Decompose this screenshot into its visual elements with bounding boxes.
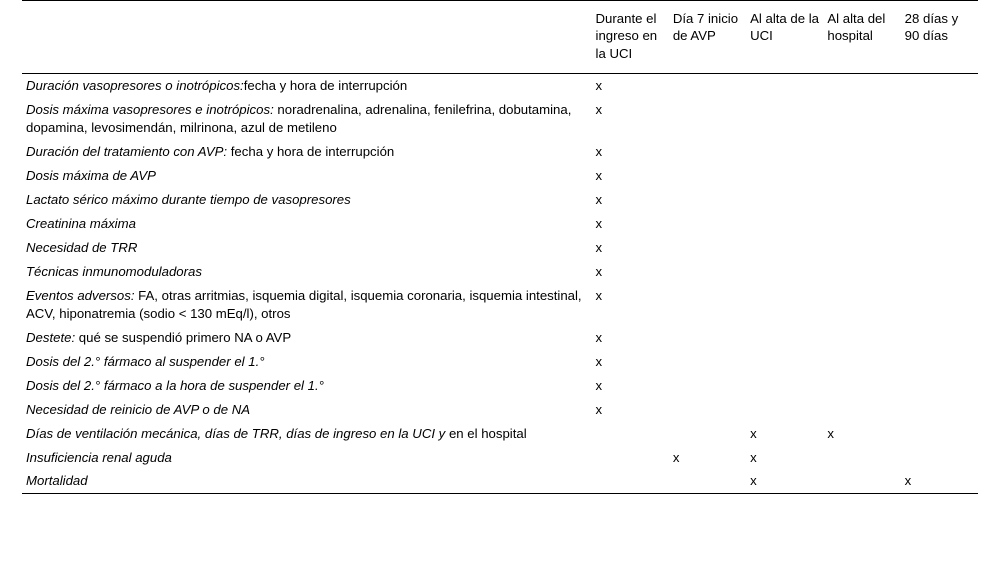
- cell-mark-dias_28_90: [901, 236, 978, 260]
- cell-mark-alta_hospital: [823, 260, 900, 284]
- row-label: [22, 422, 592, 446]
- row-label-emphasis: Técnicas inmunomoduladoras: [26, 263, 202, 279]
- cell-mark-dia7: [669, 260, 746, 284]
- cell-mark-alta_hospital: [823, 140, 900, 164]
- column-header-label: [22, 1, 592, 74]
- cell-mark-uci_ingreso: x: [595, 401, 603, 417]
- row-label-emphasis: Necesidad de TRR: [26, 239, 138, 255]
- table-row: [22, 260, 978, 284]
- cell-mark-dias_28_90: [901, 260, 978, 284]
- cell-mark-uci_ingreso: x: [595, 329, 603, 345]
- cell-mark-dia7: [669, 74, 746, 98]
- table-row: [22, 374, 978, 398]
- cell-mark-alta_uci: [746, 350, 823, 374]
- cell-mark-uci_ingreso: x: [595, 263, 603, 279]
- cell-mark-uci_ingreso: x: [595, 377, 603, 393]
- cell-mark-dia7: [669, 398, 746, 422]
- cell-mark-dias_28_90: [901, 350, 978, 374]
- cell-mark-dias_28_90: [901, 326, 978, 350]
- cell-mark-uci_ingreso: x: [595, 144, 603, 160]
- cell-mark-uci_ingreso: x: [595, 353, 603, 369]
- row-label: [22, 350, 592, 374]
- table-header-row: [22, 1, 978, 74]
- cell-mark-dias_28_90: [901, 212, 978, 236]
- cell-mark-alta_hospital: [823, 284, 900, 326]
- cell-mark-dia7: [669, 140, 746, 164]
- cell-mark-dias_28_90: [901, 140, 978, 164]
- cell-mark-alta_uci: [746, 374, 823, 398]
- table-row: [22, 326, 978, 350]
- row-label: [22, 446, 592, 470]
- cell-mark-alta_uci: [746, 188, 823, 212]
- table-row: [22, 98, 978, 140]
- cell-mark-dia7: [669, 98, 746, 140]
- cell-mark-dias_28_90: [901, 422, 978, 446]
- table-row: [22, 446, 978, 470]
- cell-mark-dia7: [669, 350, 746, 374]
- cell-mark-dia7: [669, 188, 746, 212]
- cell-mark-alta_hospital: [823, 326, 900, 350]
- cell-mark-dias_28_90: [901, 98, 978, 140]
- cell-mark-alta_uci: x: [750, 425, 757, 441]
- cell-mark-alta_hospital: [823, 374, 900, 398]
- table-row: [22, 350, 978, 374]
- cell-mark-alta_hospital: [823, 350, 900, 374]
- cell-mark-dias_28_90: [901, 374, 978, 398]
- table-row: [22, 74, 978, 98]
- row-label-emphasis: Eventos adversos:: [26, 287, 135, 303]
- cell-mark-uci_ingreso: x: [595, 215, 603, 231]
- row-label-emphasis: Mortalidad: [26, 473, 88, 489]
- row-label: [22, 398, 592, 422]
- row-label-detail: FA, otras arritmias, isquemia digital, isquemia coronaria, isquemia intestinal, ACV, hiponatremia (sodio < 130 mEq/l), otros: [26, 287, 582, 321]
- table-row: [22, 164, 978, 188]
- table-row: [22, 284, 978, 326]
- cell-mark-dia7: [669, 236, 746, 260]
- cell-mark-dias_28_90: [901, 446, 978, 470]
- cell-mark-dia7: [669, 326, 746, 350]
- cell-mark-alta_uci: [746, 326, 823, 350]
- cell-mark-dias_28_90: [901, 398, 978, 422]
- row-label-emphasis: Dosis máxima vasopresores e inotrópicos:: [26, 102, 274, 118]
- table-row: [22, 469, 978, 493]
- cell-mark-alta_uci: [746, 260, 823, 284]
- column-header-alta-uci: Al alta de la UCI: [750, 11, 820, 44]
- table-row: [22, 236, 978, 260]
- cell-mark-dia7: [669, 284, 746, 326]
- cell-mark-alta_hospital: [823, 236, 900, 260]
- row-label-detail: fecha y hora de interrupción: [227, 144, 395, 160]
- cell-mark-alta_hospital: [823, 188, 900, 212]
- cell-mark-alta_uci: x: [750, 449, 757, 465]
- cell-mark-uci_ingreso: [592, 446, 669, 470]
- column-header-uci-ingreso: Durante el ingreso en la UCI: [595, 11, 658, 61]
- cell-mark-uci_ingreso: x: [595, 78, 603, 94]
- cell-mark-alta_hospital: [823, 164, 900, 188]
- cell-mark-uci_ingreso: [592, 422, 669, 446]
- cell-mark-uci_ingreso: [592, 469, 669, 493]
- row-label-emphasis: Creatinina máxima: [26, 215, 136, 231]
- cell-mark-dias_28_90: x: [904, 473, 912, 489]
- row-label-emphasis: Insuficiencia renal aguda: [26, 449, 172, 465]
- cell-mark-alta_uci: x: [750, 473, 757, 489]
- column-header-alta-hospital: Al alta del hospital: [827, 11, 886, 44]
- cell-mark-uci_ingreso: x: [595, 168, 603, 184]
- cell-mark-alta_uci: [746, 398, 823, 422]
- row-label: [22, 140, 592, 164]
- table-row: [22, 422, 978, 446]
- cell-mark-dia7: [669, 212, 746, 236]
- row-label-emphasis: Dosis máxima de AVP: [26, 168, 156, 184]
- row-label-detail: fecha y hora de interrupción: [243, 78, 408, 94]
- cell-mark-alta_uci: [746, 284, 823, 326]
- cell-mark-alta_uci: [746, 74, 823, 98]
- column-header-dia7: Día 7 inicio de AVP: [672, 11, 739, 44]
- row-label: [22, 164, 592, 188]
- cell-mark-alta_uci: [746, 164, 823, 188]
- row-label: [22, 374, 592, 398]
- table-row: [22, 212, 978, 236]
- cell-mark-dia7: [669, 164, 746, 188]
- cell-mark-dias_28_90: [901, 164, 978, 188]
- cell-mark-dia7: [669, 422, 746, 446]
- cell-mark-uci_ingreso: x: [595, 287, 603, 303]
- row-label-emphasis: Dosis del 2.° fármaco al suspender el 1.°: [26, 353, 265, 369]
- row-label-emphasis: Destete:: [26, 329, 76, 345]
- cell-mark-dia7: x: [672, 449, 680, 465]
- row-label-emphasis: Lactato sérico máximo durante tiempo de vasopresores: [26, 192, 351, 208]
- row-label-detail: en el hospital: [445, 425, 527, 441]
- table-row: [22, 140, 978, 164]
- row-label-emphasis: Duración del tratamiento con AVP:: [26, 144, 228, 160]
- cell-mark-alta_hospital: [823, 446, 900, 470]
- row-label: [22, 212, 592, 236]
- cell-mark-dias_28_90: [901, 74, 978, 98]
- cell-mark-alta_uci: [746, 140, 823, 164]
- row-label: [22, 236, 592, 260]
- cell-mark-alta_hospital: [823, 74, 900, 98]
- cell-mark-alta_hospital: x: [827, 425, 834, 441]
- cell-mark-uci_ingreso: x: [595, 192, 603, 208]
- row-label: [22, 326, 592, 350]
- cell-mark-uci_ingreso: x: [595, 239, 603, 255]
- cell-mark-uci_ingreso: x: [595, 102, 603, 118]
- row-label: [22, 260, 592, 284]
- cell-mark-dias_28_90: [901, 284, 978, 326]
- table-body: [22, 74, 978, 494]
- row-label: [22, 98, 592, 140]
- row-label-detail: qué se suspendió primero NA o AVP: [75, 329, 292, 345]
- table-header: [22, 1, 978, 74]
- table-row: [22, 398, 978, 422]
- row-label-emphasis: Dosis del 2.° fármaco a la hora de suspender el 1.°: [26, 377, 324, 393]
- cell-mark-alta_hospital: [823, 398, 900, 422]
- cell-mark-dia7: [669, 374, 746, 398]
- variables-collection-table: [22, 0, 978, 494]
- table-row: [22, 188, 978, 212]
- row-label-emphasis: Necesidad de reinicio de AVP o de NA: [26, 401, 251, 417]
- row-label-detail: noradrenalina, adrenalina, fenilefrina, dobutamina, dopamina, levosimendán, milrinona, azul de metileno: [26, 102, 572, 136]
- cell-mark-alta_uci: [746, 212, 823, 236]
- row-label-emphasis: Días de ventilación mecánica, días de TRR, días de ingreso en la UCI y: [26, 425, 446, 441]
- cell-mark-alta_hospital: [823, 212, 900, 236]
- column-header-28-90-dias: 28 días y 90 días: [904, 11, 959, 44]
- row-label: [22, 284, 592, 326]
- row-label: [22, 469, 592, 493]
- cell-mark-alta_uci: [746, 98, 823, 140]
- cell-mark-alta_hospital: [823, 98, 900, 140]
- row-label: [22, 188, 592, 212]
- row-label-emphasis: Duración vasopresores o inotrópicos:: [26, 78, 244, 94]
- cell-mark-alta_hospital: [823, 469, 900, 493]
- cell-mark-alta_uci: [746, 236, 823, 260]
- row-label: [22, 74, 592, 98]
- cell-mark-dias_28_90: [901, 188, 978, 212]
- cell-mark-dia7: [669, 469, 746, 493]
